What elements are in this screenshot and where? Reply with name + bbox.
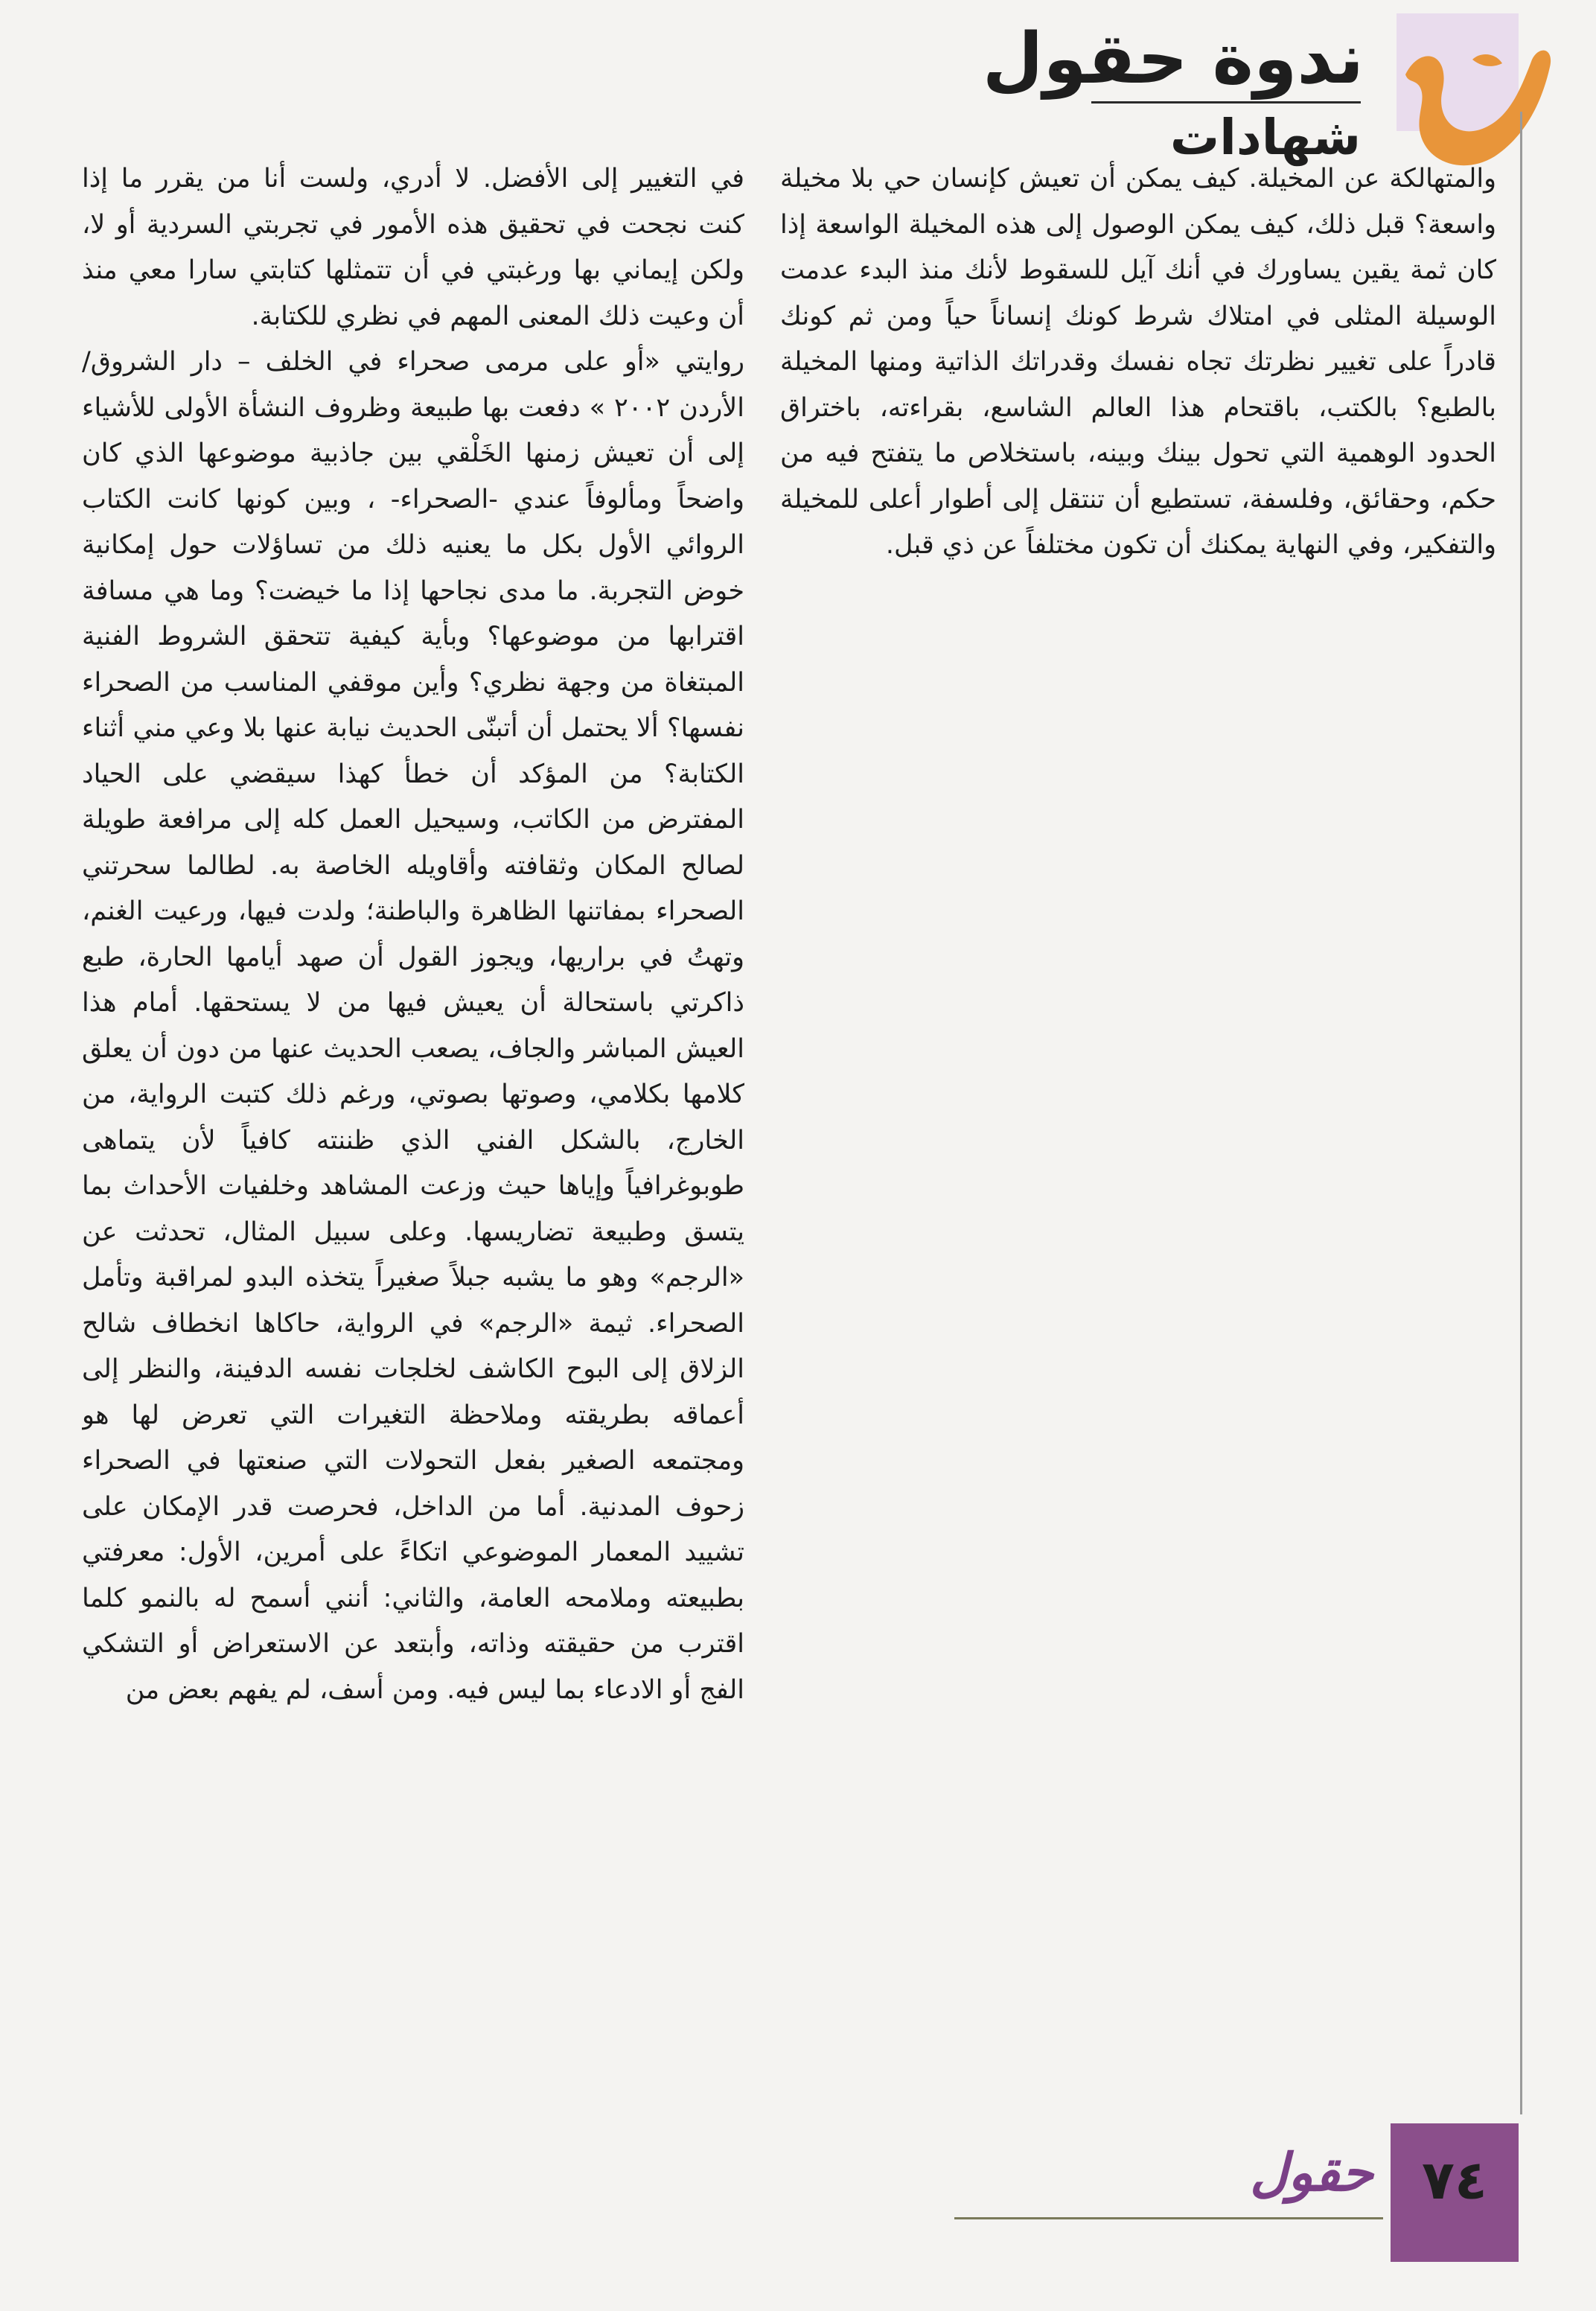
paragraph: والمتهالكة عن المخيلة. كيف يمكن أن تعيش كإنسان حي بلا مخيلة واسعة؟ قبل ذلك، كيف يمكن الوصول إلى هذه المخيلة الواسعة إذا كان ثمة يقين يساورك في أنك آيل للسقوط لأنك منذ البدء عدمت الوسيلة المثلى في امتلاك شرط كونك إنساناً حياً ومن ثم كونك قادراً على تغيير نظرتك تجاه نفسك وقدراتك الذاتية ومنها المخيلة بالطبع؟ بالكتب، باقتحام هذا العالم الشاسع، بقراءته، باختراق الحدود الوهمية التي تحول بينك وبينه، باستخلاص ما يتفتح فيه من حكم، وحقائق، وفلسفة، تستطيع أن تنتقل إلى أطوار أعلى للمخيلة والتفكير، وفي النهاية يمكنك أن تكون مختلفاً عن ذي قبل. bbox=[780, 164, 1496, 560]
paragraph: روايتي «أو على مرمى صحراء في الخلف – دار الشروق/الأردن ٢٠٠٢ » دفعت بها طبيعة وظروف النشأة الأولى للأشياء إلى أن تعيش زمنها الخَلْقي بين جاذبية موضوعها الذي كان واضحاً ومألوفاً عندي -الصحراء- ، وبين كونها كانت الكتاب الروائي الأول بكل ما يعنيه ذلك من تساؤلات حول إمكانية خوض التجربة. ما مدى نجاحها إذا ما خيضت؟ وما هي مسافة اقترابها من موضوعها؟ وبأية كيفية تتحقق الشروط الفنية المبتغاة من وجهة نظري؟ وأين موقفي المناسب من الصحراء نفسها؟ ألا يحتمل أن أتبنّى الحديث نيابة عنها بلا وعي مني أثناء الكتابة؟ من المؤكد أن خطأ كهذا سيقضي على الحياد المفترض من الكاتب، وسيحيل العمل كله إلى مرافعة طويلة لصالح المكان وثقافته وأقاويله الخاصة به. لطالما سحرتني الصحراء بمفاتنها الظاهرة والباطنة؛ ولدت فيها، ورعيت الغنم، وتهتُ في براريها، ويجوز القول أن صهد أيامها الحارة، طبع ذاكرتي باستحالة أن يعيش فيها من لا يستحقها. أمام هذا العيش المباشر والجاف، يصعب الحديث عنها من دون أن يعلق كلامها بكلامي، وصوتها بصوتي، ورغم ذلك كتبت الرواية، من الخارج، بالشكل الفني الذي ظننته كافياً لأن يتماهى طوبوغرافياً وإياها حيث وزعت المشاهد وخلفيات الأحداث بما يتسق وطبيعة تضاريسها. وعلى سبيل المثال، تحدثت عن «الرجم» وهو ما يشبه جبلاً صغيراً يتخذه البدو لمراقبة وتأمل الصحراء. ثيمة «الرجم» في الرواية، حاكاها انخطاف شالح الزلاق إلى البوح الكاشف لخلجات نفسه الدفينة، والنظر إلى أعماقه بطريقته وملاحظة التغيرات التي تعرض لها هو ومجتمعه الصغير بفعل التحولات التي صنعتها في الصحراء زحوف المدنية. أما من الداخل، فحرصت قدر الإمكان على تشييد المعمار الموضوعي اتكاءً على أمرين، الأول: معرفتي بطبيعته وملامحه العامة، والثاني: أنني أسمح له بالنمو كلما اقترب من حقيقته وذاته، وأبتعد عن الاستعراض أو التشكي الفج أو الادعاء بما ليس فيه. ومن أسف، لم يفهم بعض من bbox=[82, 347, 744, 1705]
footer-divider bbox=[954, 2217, 1383, 2219]
paragraph: في التغيير إلى الأفضل. لا أدري، ولست أنا من يقرر ما إذا كنت نجحت في تحقيق هذه الأمور في تجربتي السردية أو لا، ولكن إيماني بها ورغبتي في أن تتمثلها كتابتي سارا معي منذ أن وعيت ذلك المعنى المهم في نظري للكتابة. bbox=[82, 164, 744, 331]
magazine-logo: حقول bbox=[1250, 2141, 1373, 2203]
text-column-right bbox=[780, 156, 1496, 2122]
margin-rule bbox=[1520, 112, 1522, 2114]
header-divider bbox=[1091, 101, 1361, 103]
section-title: ندوة حقول bbox=[982, 19, 1364, 100]
page-number: ٧٤ bbox=[1422, 2149, 1487, 2211]
section-subtitle: شهادات bbox=[1169, 109, 1361, 166]
text-column-left bbox=[82, 156, 744, 2122]
